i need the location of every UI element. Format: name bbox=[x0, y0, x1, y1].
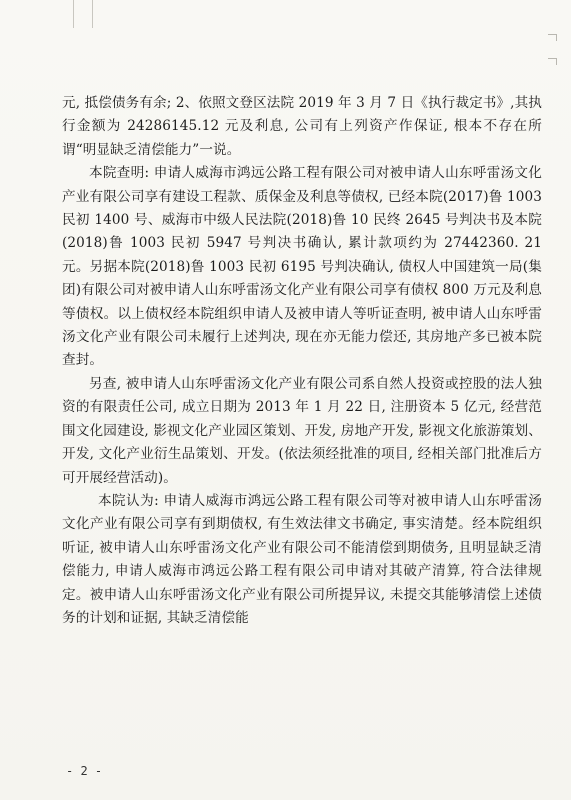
paragraph-additional-findings: 另查, 被申请人山东呼雷汤文化产业有限公司系自然人投资或控股的法人独资的有限责任公司, 成立日期为 2013 年 1 月 22 日, 注册资本 5 亿元, 经营范围文化园建设, 影视文化产业园区策划、开发, 房地产开发, 影视文化旅游策划、开发, 文化产业衍生品策划、开发。(依法须经批准的项目, 经相关部门批准后方可开展经营活动)。 bbox=[62, 375, 542, 486]
document-body bbox=[62, 92, 542, 630]
paragraph-findings: 本院查明: 申请人威海市鸿远公路工程有限公司对被申请人山东呼雷汤文化产业有限公司享有建设工程款、质保金及利息等债权, 已经本院(2017)鲁 1003 民初 1400 号、威海市中级人民法院(2018)鲁 10 民终 2645 号判决书及本院(2018)鲁 1003 民初 5947 号判决书确认, 累计款项约为 27442360. 21 元。另据本院(2018)鲁 1003 民初 6195 号判决确认, 债权人中国建筑一局(集团)有限公司对被申请人山东呼雷汤文化产业有限公司享有债权 800 万元及利息等债权。以上债权经本院组织申请人及被申请人等听证查明, 被申请人山东呼雷汤文化产业有限公司未履行上述判决, 现在亦无能力偿还, 其房地产多已被本院查封。 bbox=[62, 165, 542, 369]
binding-mark bbox=[92, 0, 93, 28]
corner-mark bbox=[548, 34, 557, 41]
binding-mark bbox=[73, 0, 74, 28]
page-number: - 2 - bbox=[66, 764, 103, 778]
corner-mark bbox=[548, 58, 557, 65]
paragraph-court-opinion: 本院认为: 申请人威海市鸿远公路工程有限公司等对被申请人山东呼雷汤文化产业有限公司享有到期债权, 有生效法律文书确定, 事实清楚。经本院组织听证, 被申请人山东呼雷汤文化产业有限公司不能清偿到期债务, 且明显缺乏清偿能力, 申请人威海市鸿远公路工程有限公司申请对其破产清算, 符合法律规定。被申请人山东呼雷汤文化产业有限公司所提异议, 未提交其能够清偿上述债务的计划和证据, 其缺乏清偿能 bbox=[62, 492, 542, 626]
paragraph-continuation: 元, 抵偿债务有余; 2、依照文登区法院 2019 年 3 月 7 日《执行裁定书》,其执行金额为 24286145.12 元及利息, 公司有上列资产作保证, 根本不存在所谓“明显缺乏清偿能力”一说。 bbox=[62, 95, 542, 158]
